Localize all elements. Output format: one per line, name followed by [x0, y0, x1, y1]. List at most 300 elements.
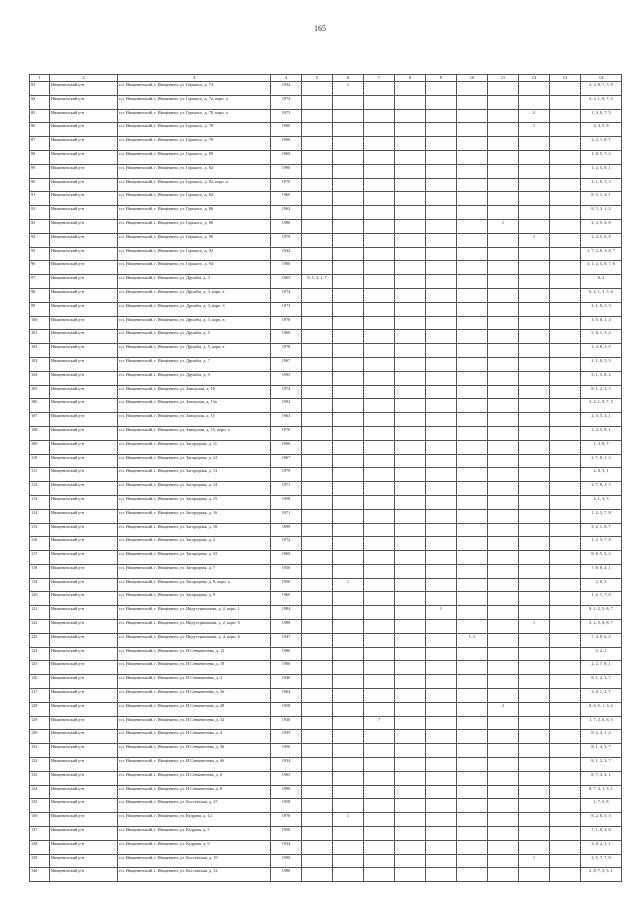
- col-8-cell: [395, 771, 426, 785]
- col-6-cell: [333, 426, 364, 440]
- address-cell: г.п. Ивацевичский, г. Ивацевичи, ул. Загородная, д. 7: [118, 564, 271, 578]
- col-10-cell: [457, 95, 488, 109]
- col-7-cell: [364, 578, 395, 592]
- row-number-cell: 101: [30, 330, 50, 344]
- col-6-cell: [333, 551, 364, 565]
- col-6-cell: [333, 233, 364, 247]
- col-8-cell: [395, 468, 426, 482]
- row-number-cell: 107: [30, 413, 50, 427]
- col-9-cell: [426, 854, 457, 868]
- col-14-cell: 2, 2, 7, 8, 1: [581, 661, 622, 675]
- col-6-cell: [333, 385, 364, 399]
- col-8-cell: [395, 827, 426, 841]
- col-7-cell: [364, 523, 395, 537]
- col-5-cell: [302, 675, 333, 689]
- col-12-cell: [519, 261, 550, 275]
- col-10-cell: [457, 578, 488, 592]
- col-5-cell: [302, 509, 333, 523]
- col-9-cell: [426, 482, 457, 496]
- table-row: [30, 523, 622, 537]
- col-13-cell: [550, 840, 581, 854]
- col-13-cell: [550, 702, 581, 716]
- col-7-cell: [364, 468, 395, 482]
- col-5-cell: [302, 785, 333, 799]
- address-cell: г.п. Ивацевичский, г. Ивацевичи, ул. Горького, д. 86: [118, 206, 271, 220]
- col-9-cell: [426, 137, 457, 151]
- year-built-cell: 1986: [271, 647, 302, 661]
- col-5-cell: [302, 206, 333, 220]
- row-number-cell: 92: [30, 206, 50, 220]
- col-6-cell: [333, 482, 364, 496]
- row-number-cell: 134: [30, 785, 50, 799]
- col-13-cell: [550, 868, 581, 882]
- col-14-cell: 5, 2, 1: [581, 647, 622, 661]
- address-cell: г.п. Ивацевичский, г. Ивацевичи, ул. И.Сенкевичева, д. 32: [118, 716, 271, 730]
- col-12-cell: [519, 771, 550, 785]
- table-row: [30, 109, 622, 123]
- col-5-cell: [302, 95, 333, 109]
- col-14-cell: 8, 7, 3, 2, 1: [581, 771, 622, 785]
- row-number-cell: 105: [30, 385, 50, 399]
- address-cell: г.п. Ивацевичский, г. Ивацевичи, ул. И.Сенкевичева, д. 26: [118, 689, 271, 703]
- col-11-cell: [488, 537, 519, 551]
- table-body: [30, 82, 622, 882]
- col-11-cell: [488, 633, 519, 647]
- col-8-cell: [395, 123, 426, 137]
- col-13-cell: [550, 413, 581, 427]
- col-12-cell: [519, 426, 550, 440]
- col-13-cell: [550, 799, 581, 813]
- table-row: [30, 868, 622, 882]
- district-cell: Ивацевичский р-н: [50, 551, 118, 565]
- table-row: [30, 578, 622, 592]
- col-12-cell: 1: [519, 123, 550, 137]
- year-built-cell: 1974: [271, 95, 302, 109]
- col-8-cell: [395, 758, 426, 772]
- col-11-cell: [488, 854, 519, 868]
- col-13-cell: [550, 137, 581, 151]
- col-5-cell: [302, 219, 333, 233]
- col-8-cell: [395, 620, 426, 634]
- col-14-cell: 3, 3, 5, 8: [581, 123, 622, 137]
- col-10-cell: [457, 275, 488, 289]
- col-9-cell: [426, 633, 457, 647]
- row-number-cell: 88: [30, 150, 50, 164]
- col-11-cell: [488, 620, 519, 634]
- col-9-cell: [426, 192, 457, 206]
- district-cell: Ивацевичский р-н: [50, 771, 118, 785]
- year-built-cell: 1972: [271, 537, 302, 551]
- col-9-cell: [426, 440, 457, 454]
- col-9-cell: [426, 426, 457, 440]
- col-13-cell: [550, 178, 581, 192]
- col-14-cell: 7, 4, 8, 6, 5: [581, 633, 622, 647]
- col-11-cell: [488, 551, 519, 565]
- col-8-cell: [395, 330, 426, 344]
- col-14-cell: 3, 2, 5, 6, 8, 7: [581, 620, 622, 634]
- col-13-cell: [550, 578, 581, 592]
- row-number-cell: 136: [30, 813, 50, 827]
- col-9-cell: [426, 357, 457, 371]
- col-14-cell: 3, 7, 8, 1, 2: [581, 454, 622, 468]
- table-row: [30, 95, 622, 109]
- col-9-cell: [426, 675, 457, 689]
- col-10-cell: [457, 551, 488, 565]
- col-11-cell: [488, 564, 519, 578]
- address-cell: г.п. Ивацевичский, г. Ивацевичи, ул. Индустриальная, д. 2, корп. 6: [118, 620, 271, 634]
- address-cell: г.п. Ивацевичский, г. Ивацевичи, ул. Горького, д. 80: [118, 150, 271, 164]
- col-10-cell: [457, 206, 488, 220]
- col-11-cell: [488, 95, 519, 109]
- col-7-cell: [364, 454, 395, 468]
- address-cell: г.п. Ивацевичский, г. Ивацевичи, ул. Загородная, д. 12: [118, 454, 271, 468]
- col-14-cell: 8, 1, 2, 5, 3: [581, 385, 622, 399]
- col-7-cell: [364, 357, 395, 371]
- district-cell: Ивацевичский р-н: [50, 399, 118, 413]
- address-cell: г.п. Ивацевичский, г. Ивацевичи, ул. И.Сенкевичева, д. 18: [118, 661, 271, 675]
- table-row: [30, 178, 622, 192]
- table-row: [30, 799, 622, 813]
- address-cell: г.п. Ивацевичский, г. Ивацевичи, ул. И.Сенкевичева, д. 4: [118, 730, 271, 744]
- row-number-cell: 86: [30, 123, 50, 137]
- col-14-cell: 1, 7, 2, 8, 3, 6, 7: [581, 247, 622, 261]
- col-13-cell: [550, 564, 581, 578]
- address-cell: г.п. Ивацевичский, г. Ивацевичи, ул. Горького, д. 88: [118, 219, 271, 233]
- address-cell: г.п. Ивацевичский, г. Ивацевичи, ул. Горького, д. 90: [118, 233, 271, 247]
- col-12-cell: [519, 95, 550, 109]
- col-10-cell: [457, 261, 488, 275]
- column-number-row: [30, 75, 622, 82]
- row-number-cell: 130: [30, 730, 50, 744]
- district-cell: Ивацевичский р-н: [50, 426, 118, 440]
- row-number-cell: 103: [30, 357, 50, 371]
- col-5-cell: [302, 730, 333, 744]
- page-number: 165: [314, 24, 326, 33]
- district-cell: Ивацевичский р-н: [50, 302, 118, 316]
- col-12-cell: [519, 606, 550, 620]
- year-built-cell: 1899: [271, 523, 302, 537]
- col-8-cell: [395, 578, 426, 592]
- col-12-cell: [519, 537, 550, 551]
- col-11-cell: [488, 523, 519, 537]
- col-9-cell: [426, 827, 457, 841]
- col-7-cell: [364, 109, 395, 123]
- district-cell: Ивацевичский р-н: [50, 468, 118, 482]
- address-cell: г.п. Ивацевичский, г. Ивацевичи, ул. И.Сенкевичева, д. 8: [118, 785, 271, 799]
- table-row: [30, 371, 622, 385]
- col-9-cell: [426, 178, 457, 192]
- row-number-cell: 106: [30, 399, 50, 413]
- col-12-cell: 1: [519, 233, 550, 247]
- year-built-cell: 1980: [271, 868, 302, 882]
- col-12-cell: [519, 206, 550, 220]
- year-built-cell: 1958: [271, 702, 302, 716]
- year-built-cell: 1967: [271, 357, 302, 371]
- col-7-cell: [364, 647, 395, 661]
- table-row: [30, 440, 622, 454]
- col-14-cell: 5, 8, 1, 3, 2: [581, 330, 622, 344]
- row-number-cell: 98: [30, 288, 50, 302]
- col-7-cell: [364, 509, 395, 523]
- row-number-cell: 95: [30, 247, 50, 261]
- table-row: [30, 164, 622, 178]
- col-10-cell: [457, 620, 488, 634]
- col-7-cell: [364, 95, 395, 109]
- district-cell: Ивацевичский р-н: [50, 233, 118, 247]
- col-10-cell: [457, 426, 488, 440]
- address-cell: г.п. Ивацевичский, г. Ивацевичи, ул. Горького, д. 92: [118, 247, 271, 261]
- col-13-cell: [550, 716, 581, 730]
- table-row: [30, 675, 622, 689]
- col-10-cell: [457, 537, 488, 551]
- row-number-cell: 139: [30, 854, 50, 868]
- col-12-cell: [519, 357, 550, 371]
- district-cell: Ивацевичский р-н: [50, 785, 118, 799]
- col-14-cell: 1, 2, 5, 8, 1: [581, 164, 622, 178]
- col-11-cell: [488, 247, 519, 261]
- col-5-cell: [302, 537, 333, 551]
- col-10-cell: [457, 288, 488, 302]
- address-cell: г.п. Ивацевичский, г. Ивацевичи, ул. Загородная, д. 9: [118, 592, 271, 606]
- col-7-cell: [364, 233, 395, 247]
- col-12-cell: [519, 288, 550, 302]
- row-number-cell: 120: [30, 592, 50, 606]
- col-8-cell: [395, 357, 426, 371]
- col-14-cell: 5, 3, 1, 8, 7, 3: [581, 95, 622, 109]
- col-5-cell: [302, 702, 333, 716]
- col-6-cell: [333, 509, 364, 523]
- col-5-cell: [302, 854, 333, 868]
- district-cell: Ивацевичский р-н: [50, 82, 118, 96]
- district-cell: Ивацевичский р-н: [50, 371, 118, 385]
- row-number-cell: 116: [30, 537, 50, 551]
- address-cell: г.п. Ивацевичский, г. Ивацевичи, ул. Дружбы, д. 5, корп. а: [118, 344, 271, 358]
- col-6-cell: [333, 399, 364, 413]
- table-row: [30, 551, 622, 565]
- col-7-cell: [364, 192, 395, 206]
- col-11-cell: [488, 606, 519, 620]
- col-14-cell: 6, 2: [581, 275, 622, 289]
- district-cell: Ивацевичский р-н: [50, 730, 118, 744]
- table-row: [30, 564, 622, 578]
- col-12-cell: [519, 551, 550, 565]
- col-12-cell: [519, 495, 550, 509]
- col-7-cell: [364, 482, 395, 496]
- col-7-cell: [364, 661, 395, 675]
- column-number-6: 6: [333, 75, 364, 82]
- district-cell: Ивацевичский р-н: [50, 219, 118, 233]
- col-10-cell: [457, 233, 488, 247]
- year-built-cell: 1973: [271, 302, 302, 316]
- col-14-cell: 2, 7, 8, 1, 3: [581, 482, 622, 496]
- table-row: [30, 482, 622, 496]
- address-cell: г.п. Ивацевичский, г. Ивацевичи, ул. Коссовская, д. 27: [118, 799, 271, 813]
- col-14-cell: 1, 2, 3, 7, 8: [581, 537, 622, 551]
- col-9-cell: [426, 371, 457, 385]
- year-built-cell: 1960: [271, 551, 302, 565]
- col-8-cell: [395, 233, 426, 247]
- col-13-cell: [550, 219, 581, 233]
- address-cell: г.п. Ивацевичский, г. Ивацевичи, ул. Загородная, д. 15: [118, 495, 271, 509]
- col-11-cell: [488, 771, 519, 785]
- col-10-cell: [457, 413, 488, 427]
- year-built-cell: 1960: [271, 592, 302, 606]
- col-11-cell: [488, 261, 519, 275]
- year-built-cell: 1976: [271, 426, 302, 440]
- table-row: [30, 302, 622, 316]
- col-7-cell: [364, 702, 395, 716]
- col-14-cell: 8, 5, 3, 1, 2: [581, 206, 622, 220]
- table-row: [30, 219, 622, 233]
- col-6-cell: [333, 247, 364, 261]
- col-6-cell: [333, 302, 364, 316]
- col-6-cell: [333, 413, 364, 427]
- col-12-cell: [519, 192, 550, 206]
- col-10-cell: [457, 219, 488, 233]
- year-built-cell: 1956: [271, 744, 302, 758]
- col-12-cell: [519, 799, 550, 813]
- housing-register-table: [29, 74, 622, 882]
- col-6-cell: [333, 219, 364, 233]
- address-cell: г.п. Ивацевичский, г. Ивацевичи, ул. Горького, д. 74: [118, 82, 271, 96]
- col-12-cell: [519, 164, 550, 178]
- district-cell: Ивацевичский р-н: [50, 192, 118, 206]
- col-11-cell: [488, 275, 519, 289]
- col-5-cell: [302, 620, 333, 634]
- col-9-cell: [426, 344, 457, 358]
- column-number-8: 8: [395, 75, 426, 82]
- row-number-cell: 87: [30, 137, 50, 151]
- col-14-cell: 3, 2, 1, 8, 7: [581, 137, 622, 151]
- col-9-cell: [426, 771, 457, 785]
- col-9-cell: [426, 868, 457, 882]
- col-10-cell: [457, 661, 488, 675]
- col-9-cell: [426, 330, 457, 344]
- col-14-cell: 2, 1, 3, 5: [581, 495, 622, 509]
- district-cell: Ивацевичский р-н: [50, 578, 118, 592]
- year-built-cell: 1990: [271, 854, 302, 868]
- col-8-cell: [395, 744, 426, 758]
- col-11-cell: [488, 813, 519, 827]
- district-cell: Ивацевичский р-н: [50, 385, 118, 399]
- col-14-cell: 3, 1, 2, 5, 8, 7, 6: [581, 261, 622, 275]
- district-cell: Ивацевичский р-н: [50, 330, 118, 344]
- district-cell: Ивацевичский р-н: [50, 275, 118, 289]
- col-13-cell: [550, 357, 581, 371]
- col-8-cell: [395, 385, 426, 399]
- col-12-cell: [519, 82, 550, 96]
- col-11-cell: [488, 827, 519, 841]
- col-6-cell: [333, 799, 364, 813]
- table-row: [30, 744, 622, 758]
- col-11-cell: [488, 413, 519, 427]
- col-12-cell: [519, 302, 550, 316]
- col-10-cell: [457, 357, 488, 371]
- col-12-cell: [519, 592, 550, 606]
- col-10-cell: [457, 482, 488, 496]
- address-cell: г.п. Ивацевичский, г. Ивацевичи, ул. Горького, д. 78, корп. а: [118, 109, 271, 123]
- col-7-cell: [364, 178, 395, 192]
- col-5-cell: [302, 454, 333, 468]
- year-built-cell: 1935: [271, 730, 302, 744]
- col-7-cell: [364, 758, 395, 772]
- col-5-cell: [302, 647, 333, 661]
- col-13-cell: [550, 468, 581, 482]
- col-11-cell: [488, 178, 519, 192]
- district-cell: Ивацевичский р-н: [50, 564, 118, 578]
- year-built-cell: 1960: [271, 150, 302, 164]
- col-6-cell: [333, 178, 364, 192]
- col-14-cell: 8, 1, 2, 3, 7: [581, 675, 622, 689]
- col-8-cell: [395, 854, 426, 868]
- row-number-cell: 104: [30, 371, 50, 385]
- col-12-cell: [519, 689, 550, 703]
- col-13-cell: [550, 633, 581, 647]
- col-8-cell: [395, 564, 426, 578]
- col-10-cell: [457, 730, 488, 744]
- col-7-cell: [364, 689, 395, 703]
- district-cell: Ивацевичский р-н: [50, 495, 118, 509]
- col-12-cell: [519, 178, 550, 192]
- col-10-cell: [457, 509, 488, 523]
- col-13-cell: [550, 771, 581, 785]
- col-13-cell: [550, 316, 581, 330]
- table-row: [30, 827, 622, 841]
- col-6-cell: [333, 357, 364, 371]
- col-11-cell: [488, 675, 519, 689]
- col-11-cell: [488, 454, 519, 468]
- year-built-cell: 1958: [271, 799, 302, 813]
- table-row: [30, 150, 622, 164]
- col-12-cell: [519, 247, 550, 261]
- col-14-cell: 2, 3, 5, 8, 1: [581, 426, 622, 440]
- district-cell: Ивацевичский р-н: [50, 288, 118, 302]
- district-cell: Ивацевичский р-н: [50, 827, 118, 841]
- col-7-cell: [364, 537, 395, 551]
- row-number-cell: 97: [30, 275, 50, 289]
- col-6-cell: [333, 620, 364, 634]
- address-cell: г.п. Ивацевичский, г. Ивацевичи, ул. Дружбы, д. 3: [118, 275, 271, 289]
- table-row: [30, 399, 622, 413]
- column-number-3: 3: [118, 75, 271, 82]
- col-9-cell: [426, 744, 457, 758]
- col-13-cell: [550, 758, 581, 772]
- col-14-cell: 6, 2, 1, 3, 5, 6: [581, 288, 622, 302]
- col-8-cell: [395, 288, 426, 302]
- col-11-cell: [488, 716, 519, 730]
- col-7-cell: [364, 344, 395, 358]
- col-5-cell: [302, 150, 333, 164]
- col-5-cell: [302, 82, 333, 96]
- col-8-cell: [395, 813, 426, 827]
- col-9-cell: [426, 592, 457, 606]
- col-13-cell: [550, 192, 581, 206]
- col-5-cell: [302, 661, 333, 675]
- col-5-cell: [302, 123, 333, 137]
- col-13-cell: [550, 785, 581, 799]
- col-7-cell: [364, 440, 395, 454]
- row-number-cell: 133: [30, 771, 50, 785]
- year-built-cell: 1905: [271, 771, 302, 785]
- col-6-cell: [333, 730, 364, 744]
- col-10-cell: [457, 647, 488, 661]
- address-cell: г.п. Ивацевичский, г. Ивацевичи, ул. Заводская, д. 15, корп. а: [118, 426, 271, 440]
- col-13-cell: [550, 551, 581, 565]
- column-number-1: 1: [30, 75, 50, 82]
- col-8-cell: [395, 95, 426, 109]
- table-row: [30, 357, 622, 371]
- col-7-cell: [364, 385, 395, 399]
